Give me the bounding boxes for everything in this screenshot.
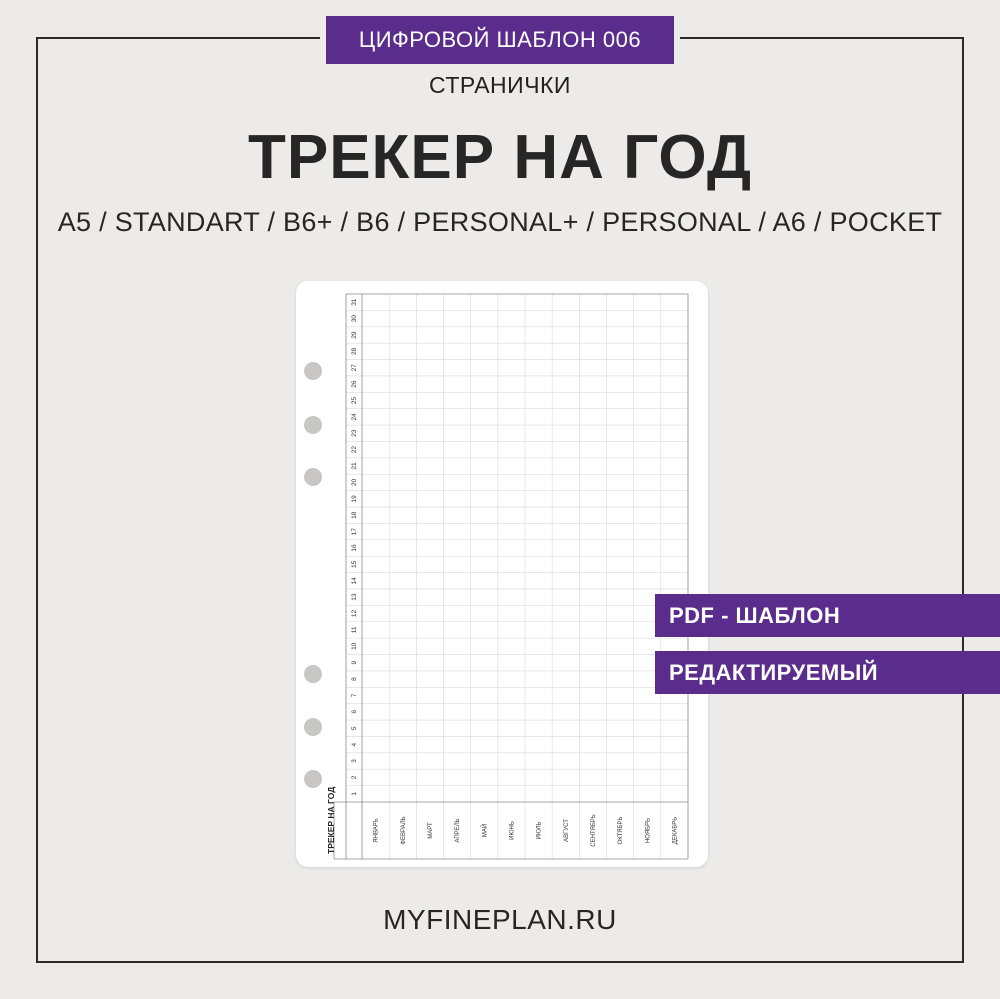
day-label: 11 [351,626,358,634]
day-label: 20 [351,478,358,487]
day-label: 4 [351,742,358,747]
day-label: 23 [351,429,358,437]
day-label: 30 [351,314,358,323]
day-label: 31 [351,298,358,306]
sizes-list: A5 / STANDART / B6+ / B6 / PERSONAL+ / PERSONAL / A6 / POCKET [57,207,943,237]
day-label: 27 [351,364,358,372]
template-badge: ЦИФРОВОЙ ШАБЛОН 006 [320,16,680,64]
day-label: 9 [351,660,358,665]
day-label: 14 [351,577,358,585]
month-label: ИЮНЬ [509,821,516,840]
month-label: МАРТ [427,822,434,839]
day-label: 18 [351,511,358,519]
day-label: 8 [351,677,358,681]
month-label: ФЕВРАЛЬ [400,816,407,845]
page-title: ТРЕКЕР НА ГОД [247,123,753,192]
editable-tag: РЕДАКТИРУЕМЫЙ [655,651,1000,694]
day-label: 28 [351,347,358,355]
pdf-template-tag: PDF - ШАБЛОН [655,594,1000,637]
day-label: 6 [351,710,358,714]
month-label: НОЯБРЬ [645,817,652,844]
tracker-title: ТРЕКЕР НА ГОД [326,786,336,854]
day-label: 24 [351,413,358,421]
month-label: АВГУСТ [563,819,570,842]
day-label: 19 [351,495,358,503]
subtitle: СТРАНИЧКИ [429,72,571,98]
month-label: ЯНВАРЬ [373,818,380,843]
day-label: 25 [351,396,358,405]
day-label: 5 [351,726,358,731]
day-label: 16 [351,544,358,552]
day-label: 7 [351,693,358,698]
month-label: ОКТЯБРЬ [618,816,625,845]
day-label: 22 [351,446,358,454]
year-tracker-grid [296,281,708,867]
day-label: 17 [351,527,358,536]
month-label: ИЮЛЬ [536,821,543,840]
month-label: МАЙ [482,823,489,838]
day-label: 13 [351,593,358,601]
day-label: 26 [351,380,358,388]
day-label: 21 [351,462,358,470]
day-label: 29 [351,331,358,339]
planner-page-preview [296,281,708,867]
day-label: 1 [351,791,358,796]
day-label: 2 [351,775,358,780]
month-label: ДЕКАБРЬ [672,816,679,845]
day-label: 3 [351,759,358,763]
month-label: АПРЕЛЬ [455,818,462,843]
day-label: 10 [351,642,358,650]
month-label: СЕНТЯБРЬ [590,814,597,847]
day-label: 12 [351,609,358,618]
site-url: MYFINEPLAN.RU [383,904,617,935]
day-label: 15 [351,560,358,569]
